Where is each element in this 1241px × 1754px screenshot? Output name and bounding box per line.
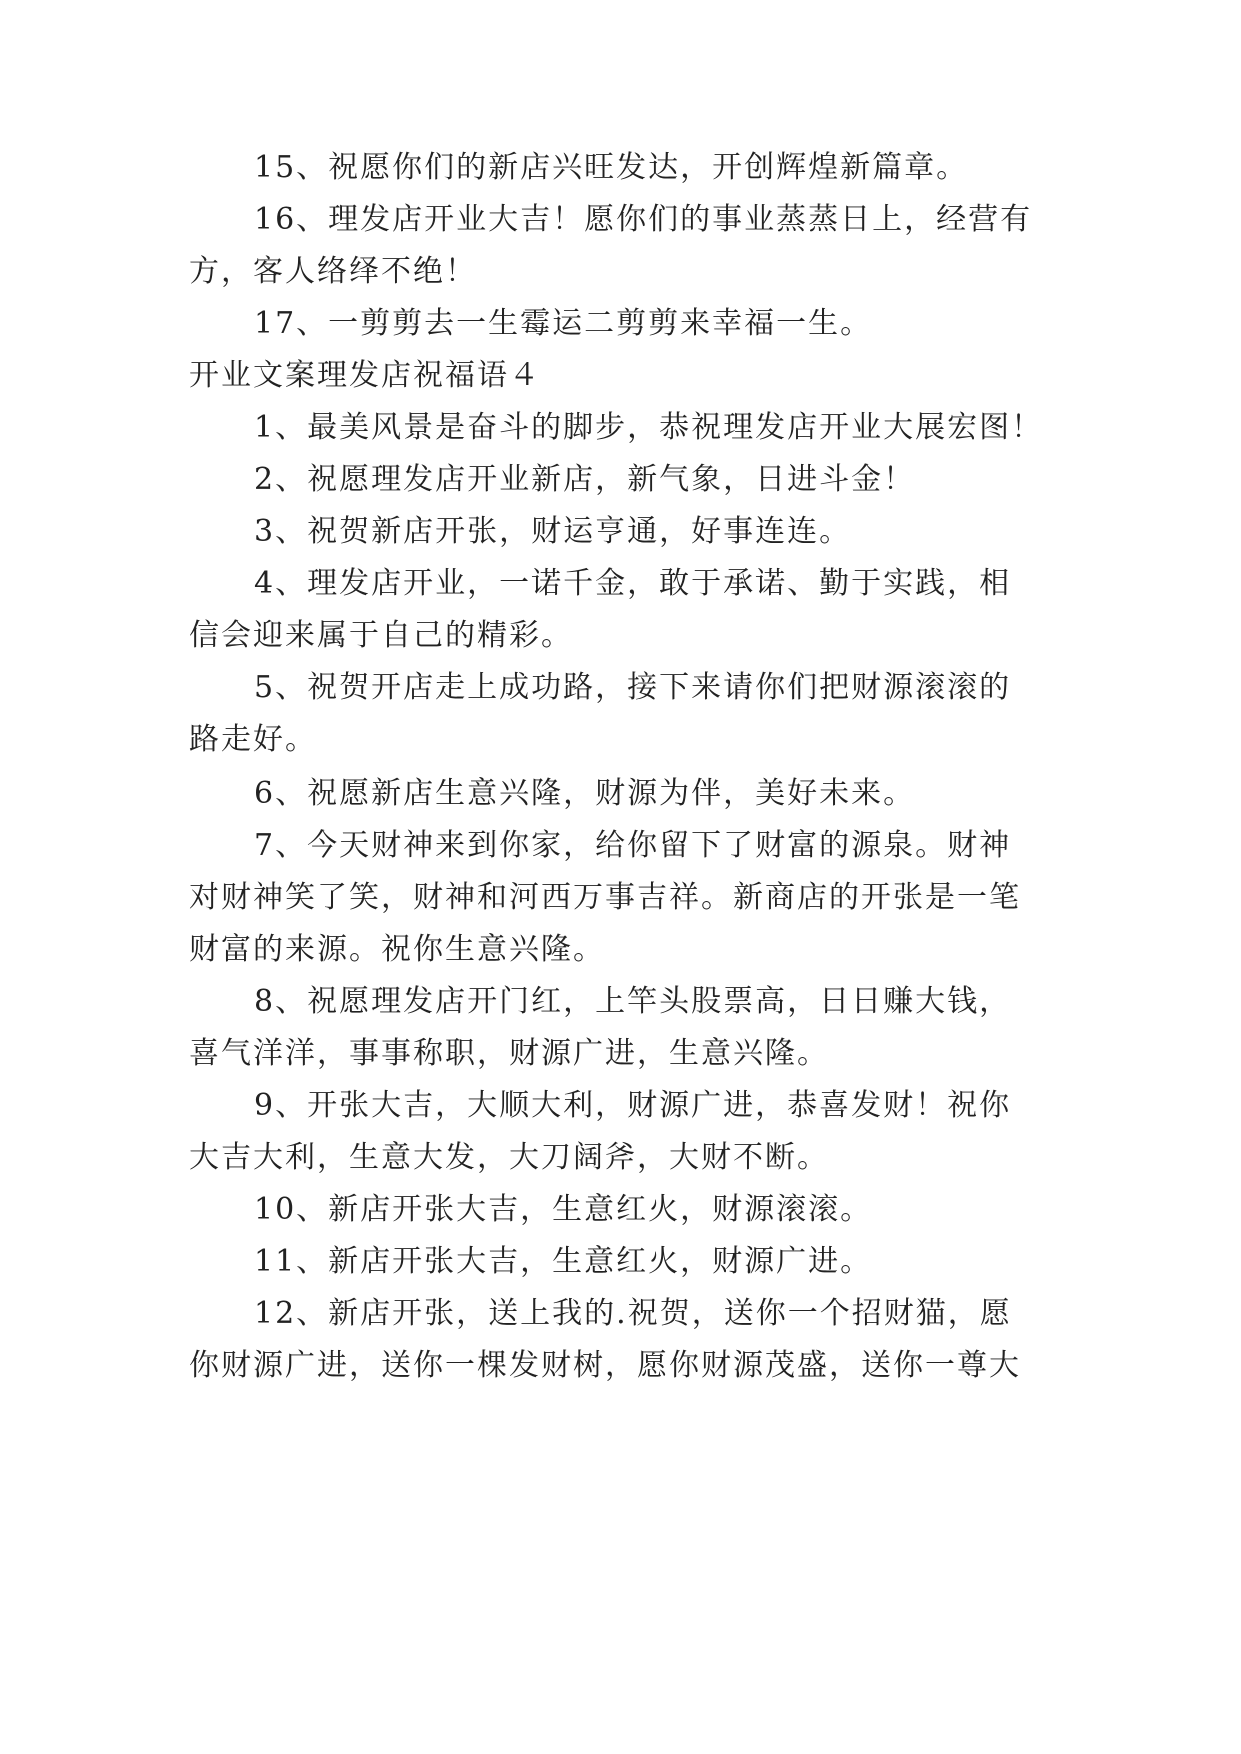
- paragraph-line: 大吉大利，生意大发，大刀阔斧，大财不断。: [189, 1140, 829, 1175]
- paragraph-line: 12、新店开张，送上我的.祝贺，送你一个招财猫，愿: [254, 1296, 1012, 1331]
- paragraph-line: 7、今天财神来到你家，给你留下了财富的源泉。财神: [254, 828, 1012, 863]
- paragraph-line: 16、理发店开业大吉！愿你们的事业蒸蒸日上，经营有: [254, 202, 1033, 237]
- paragraph-line: 10、新店开张大吉，生意红火，财源滚滚。: [254, 1192, 873, 1227]
- paragraph-line: 11、新店开张大吉，生意红火，财源广进。: [254, 1244, 873, 1279]
- paragraph-line: 6、祝愿新店生意兴隆，财源为伴，美好未来。: [254, 776, 916, 811]
- paragraph-line: 对财神笑了笑，财神和河西万事吉祥。新商店的开张是一笔: [189, 880, 1021, 915]
- paragraph-line: 信会迎来属于自己的精彩。: [189, 618, 573, 653]
- paragraph-line: 喜气洋洋，事事称职，财源广进，生意兴隆。: [189, 1036, 829, 1071]
- paragraph-line: 财富的来源。祝你生意兴隆。: [189, 932, 605, 967]
- paragraph-line: 1、最美风景是奋斗的脚步，恭祝理发店开业大展宏图！: [254, 410, 1044, 445]
- section-heading: 开业文案理发店祝福语４: [189, 358, 541, 393]
- paragraph-line: 路走好。: [189, 722, 317, 757]
- paragraph-line: 8、祝愿理发店开门红，上竿头股票高，日日赚大钱，: [254, 984, 1012, 1019]
- paragraph-line: 5、祝贺开店走上成功路，接下来请你们把财源滚滚的: [254, 670, 1012, 705]
- paragraph-line: 15、祝愿你们的新店兴旺发达，开创辉煌新篇章。: [254, 150, 969, 185]
- paragraph-line: 4、理发店开业，一诺千金，敢于承诺、勤于实践，相: [254, 566, 1012, 601]
- paragraph-line: 2、祝愿理发店开业新店，新气象，日进斗金！: [254, 462, 916, 497]
- paragraph-line: 方，客人络绎不绝！: [189, 254, 477, 289]
- paragraph-line: 3、祝贺新店开张，财运亨通，好事连连。: [254, 514, 852, 549]
- paragraph-line: 9、开张大吉，大顺大利，财源广进，恭喜发财！祝你: [254, 1088, 1012, 1123]
- paragraph-line: 17、一剪剪去一生霉运二剪剪来幸福一生。: [254, 306, 873, 341]
- paragraph-line: 你财源广进，送你一棵发财树，愿你财源茂盛，送你一尊大: [189, 1348, 1021, 1383]
